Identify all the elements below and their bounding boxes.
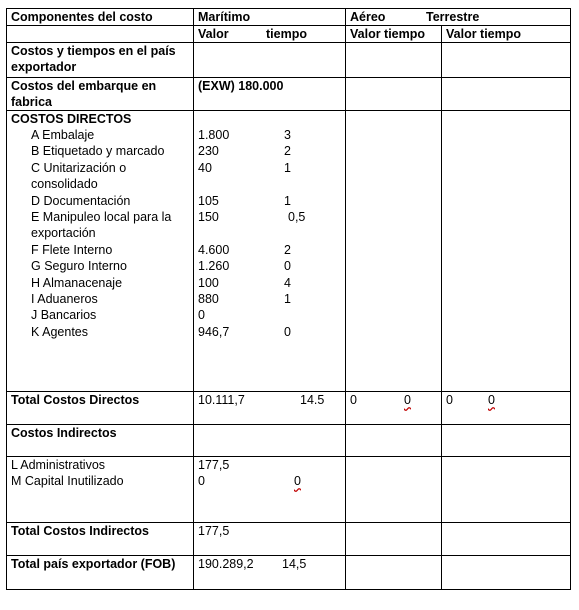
direct-item-label: E Manipuleo local para la exportación: [31, 210, 172, 241]
header-aereo-terrestre: [346, 9, 571, 26]
direct-item-tiempo: 0,5: [288, 209, 306, 224]
direct-item-valor: 0: [198, 308, 205, 323]
direct-item-values: [198, 258, 341, 274]
total-directos-terrestre: [442, 392, 571, 425]
direct-item-values: [198, 291, 341, 307]
total-indirectos-label: Total Costos Indirectos: [7, 523, 194, 556]
direct-item-label: H Almanacenaje: [31, 275, 123, 290]
direct-item-values: [198, 275, 341, 291]
direct-item-label: J Bancarios: [31, 308, 97, 323]
costos-directos-heading: COSTOS DIRECTOS: [11, 112, 132, 126]
direct-item-valor: 150: [198, 209, 219, 224]
directos-labels: [7, 111, 194, 392]
direct-item-valor: 1.260: [198, 259, 230, 274]
direct-item-label: A Embalaje: [31, 128, 95, 142]
total-directos-valor: 10.111,7: [198, 393, 245, 407]
row-embarque-value: (EXW) 180.000: [194, 78, 346, 111]
header-valor-tiempo-aereo: Valor tiempo: [346, 26, 442, 43]
terrestre-valor: 0: [446, 393, 453, 407]
direct-item-values: [198, 160, 341, 193]
direct-item-values: [198, 143, 341, 159]
indirect-item-values: [198, 457, 341, 473]
direct-item-label: C Unitarización o consolidado: [31, 160, 127, 192]
direct-item-valor: 105: [198, 193, 219, 208]
direct-item-tiempo: 1: [284, 193, 291, 208]
total-directos-label: Total Costos Directos: [7, 392, 194, 425]
costos-indirectos-heading: Costos Indirectos: [7, 425, 194, 457]
indirect-item-values: [198, 473, 341, 489]
indirect-item-label: M Capital Inutilizado: [11, 474, 124, 489]
total-pais-label: Total país exportador (FOB): [7, 556, 194, 590]
direct-item-valor: 40: [198, 160, 212, 175]
total-indirectos-valor: 177,5: [194, 523, 346, 556]
total-pais-valor: 190.289,2: [198, 557, 254, 571]
direct-item-values: [198, 324, 341, 340]
header-maritimo: Marítimo: [194, 9, 346, 26]
direct-item-label: I Aduaneros: [31, 292, 98, 307]
direct-item-values: [198, 209, 341, 242]
direct-item-values: [198, 127, 341, 143]
direct-item-valor: 946,7: [198, 324, 230, 339]
header-componentes: Componentes del costo: [7, 9, 194, 26]
total-pais-values: [194, 556, 346, 590]
header-valor: Valor: [198, 27, 229, 41]
cost-table: [6, 8, 571, 590]
total-directos-aereo: [346, 392, 442, 425]
total-directos-tiempo: 14.5: [300, 393, 325, 407]
indirect-item-valor: 0: [198, 474, 205, 489]
direct-item-label: B Etiquetado y marcado: [31, 144, 165, 159]
indirect-item-tiempo: 0: [294, 474, 301, 489]
direct-item-valor: 1.800: [198, 128, 230, 142]
indirectos-labels: [7, 457, 194, 523]
direct-item-tiempo: 3: [284, 128, 291, 142]
direct-item-valor: 4.600: [198, 242, 230, 257]
indirectos-values: [194, 457, 346, 523]
total-pais-tiempo: 14,5: [282, 557, 307, 571]
header-empty: [7, 26, 194, 43]
header-valor-tiempo-terrestre: Valor tiempo: [442, 26, 571, 43]
direct-item-tiempo: 4: [284, 275, 291, 290]
header-tiempo: tiempo: [266, 27, 307, 41]
direct-item-label: G Seguro Interno: [31, 259, 127, 274]
aereo-valor: 0: [350, 393, 357, 407]
indirect-item-label: L Administrativos: [11, 458, 106, 472]
direct-item-tiempo: 0: [284, 324, 291, 339]
total-directos-values: [194, 392, 346, 425]
direct-item-tiempo: 0: [284, 259, 291, 274]
direct-item-valor: 100: [198, 275, 219, 290]
direct-item-values: [198, 242, 341, 258]
direct-item-tiempo: 1: [284, 160, 291, 175]
indirect-item-valor: 177,5: [198, 458, 230, 472]
direct-item-tiempo: 1: [284, 291, 291, 306]
direct-item-valor: 230: [198, 144, 219, 159]
direct-item-values: [198, 307, 341, 323]
direct-item-label: F Flete Interno: [31, 242, 113, 257]
direct-item-valor: 880: [198, 291, 219, 306]
row-embarque-label: Costos del embarque en fabrica: [7, 78, 194, 111]
header-terrestre: Terrestre: [426, 10, 480, 24]
direct-item-label: D Documentación: [31, 193, 131, 208]
directos-values: [194, 111, 346, 392]
direct-item-values: [198, 193, 341, 209]
header-valor-tiempo: [194, 26, 346, 43]
direct-item-tiempo: 2: [284, 144, 291, 159]
header-aereo: Aéreo: [350, 10, 386, 24]
terrestre-tiempo: 0: [488, 393, 495, 407]
direct-item-label: K Agentes: [31, 324, 88, 339]
row-costos-tiempos: Costos y tiempos en el país exportador: [7, 43, 194, 78]
aereo-tiempo: 0: [404, 393, 411, 407]
direct-item-tiempo: 2: [284, 242, 291, 257]
